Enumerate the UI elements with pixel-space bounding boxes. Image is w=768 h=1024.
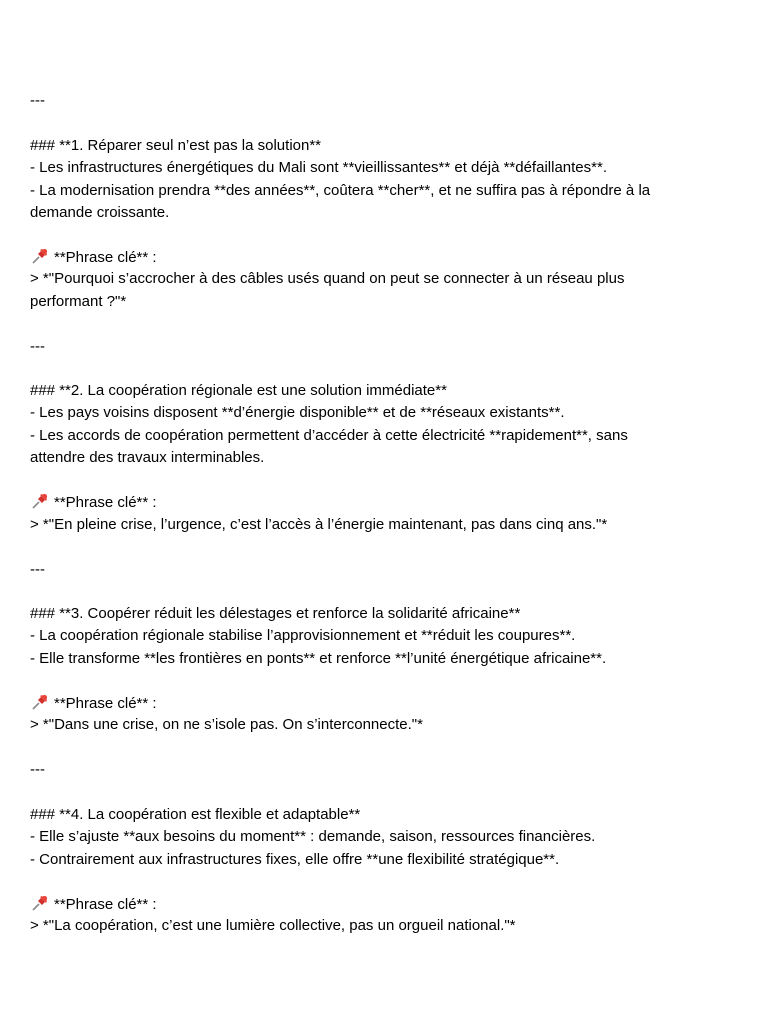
bullet-line: - Les pays voisins disposent **d’énergie disponible** et de **réseaux existants**.	[30, 404, 565, 421]
key-phrase-text: **Phrase clé** :	[54, 249, 157, 266]
text-line: attendre des travaux interminables.	[30, 449, 265, 466]
section-heading: ### **2. La coopération régionale est une solution immédiate**	[30, 382, 447, 399]
quote-line: > *"En pleine crise, l’urgence, c’est l’accès à l’énergie maintenant, pas dans cinq ans."*	[30, 516, 608, 533]
pushpin-icon	[30, 893, 50, 913]
section-heading: ### **3. Coopérer réduit les délestages et renforce la solidarité africaine**	[30, 605, 521, 622]
key-phrase-label	[30, 692, 157, 714]
key-phrase-label	[30, 491, 157, 513]
quote-line: > *"Pourquoi s’accrocher à des câbles usés quand on peut se connecter à un réseau plus	[30, 270, 625, 287]
bullet-line: - Elle s’ajuste **aux besoins du moment** : demande, saison, ressources financières.	[30, 828, 596, 845]
separator: ---	[30, 761, 45, 778]
key-phrase-label	[30, 893, 157, 915]
bullet-line: - Les accords de coopération permettent d’accéder à cette électricité **rapidement**, sans	[30, 427, 628, 444]
separator: ---	[30, 92, 45, 109]
bullet-line: - La coopération régionale stabilise l’approvisionnement et **réduit les coupures**.	[30, 627, 576, 644]
section-heading: ### **4. La coopération est flexible et adaptable**	[30, 806, 361, 823]
quote-line: performant ?"*	[30, 293, 127, 310]
bullet-line: - Contrairement aux infrastructures fixes, elle offre **une flexibilité stratégique**.	[30, 851, 560, 868]
pushpin-icon	[30, 246, 50, 266]
bullet-line: - Elle transforme **les frontières en ponts** et renforce **l’unité énergétique africaine**.	[30, 650, 607, 667]
key-phrase-label	[30, 246, 157, 268]
bullet-line: - La modernisation prendra **des années**, coûtera **cher**, et ne suffira pas à répondre à la	[30, 182, 651, 199]
section-heading: ### **1. Réparer seul n’est pas la solution**	[30, 137, 322, 154]
quote-line: > *"Dans une crise, on ne s’isole pas. On s’interconnecte."*	[30, 716, 423, 733]
separator: ---	[30, 561, 45, 578]
bullet-line: - Les infrastructures énergétiques du Mali sont **vieillissantes** et déjà **défaillantes**.	[30, 159, 607, 176]
text-line: demande croissante.	[30, 204, 170, 221]
key-phrase-text: **Phrase clé** :	[54, 494, 157, 511]
pushpin-icon	[30, 491, 50, 511]
separator: ---	[30, 338, 45, 355]
key-phrase-text: **Phrase clé** :	[54, 695, 157, 712]
key-phrase-text: **Phrase clé** :	[54, 896, 157, 913]
pushpin-icon	[30, 692, 50, 712]
quote-line: > *"La coopération, c’est une lumière collective, pas un orgueil national."*	[30, 917, 516, 934]
